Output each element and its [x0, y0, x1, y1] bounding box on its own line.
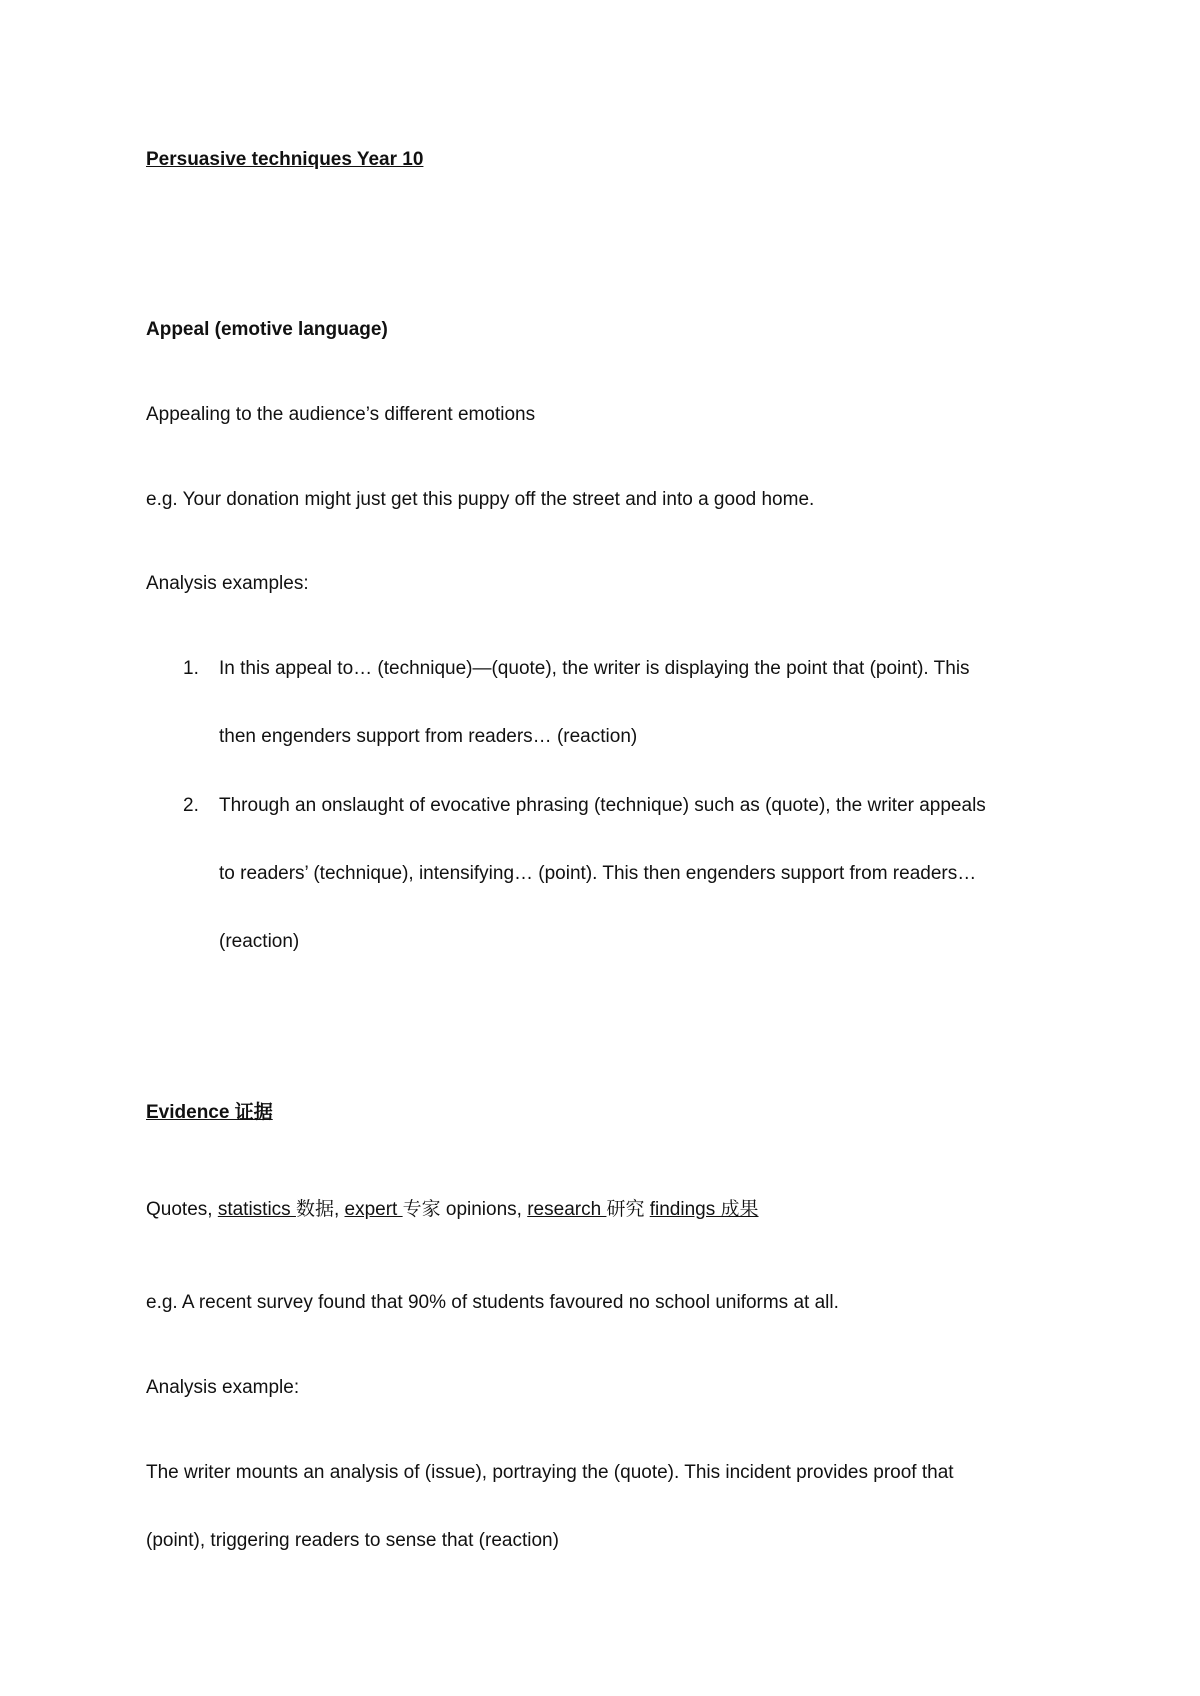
- underlined-term: findings: [649, 1199, 721, 1220]
- evidence-analysis-label: Analysis example:: [146, 1377, 300, 1398]
- definition-text: 研究: [606, 1199, 650, 1220]
- list-item-line: to readers’ (technique), intensifying… (point). This then engenders support from readers…: [219, 863, 977, 884]
- definition-text: 数据,: [295, 1199, 345, 1220]
- section-heading-evidence: Evidence 证据: [146, 1102, 273, 1123]
- definition-text: Quotes,: [146, 1199, 218, 1220]
- appeal-definition: Appealing to the audience’s different emotions: [146, 404, 536, 425]
- underlined-term: statistics: [217, 1199, 296, 1220]
- evidence-analysis-line: (point), triggering readers to sense that (reaction): [146, 1530, 559, 1551]
- section-heading-appeal: Appeal (emotive language): [146, 319, 388, 340]
- list-number: 1.: [183, 658, 199, 679]
- list-number: 2.: [183, 795, 199, 816]
- underlined-term: research: [527, 1199, 607, 1220]
- list-item-line: (reaction): [219, 931, 300, 952]
- underlined-term: 成果: [720, 1199, 759, 1220]
- list-item-line: then engenders support from readers… (reaction): [219, 726, 638, 747]
- list-item-line: Through an onslaught of evocative phrasing (technique) such as (quote), the writer appeals: [219, 795, 986, 816]
- definition-text: 专家 opinions,: [402, 1199, 528, 1220]
- document-title: Persuasive techniques Year 10: [146, 149, 424, 170]
- evidence-definition: [146, 1198, 759, 1222]
- evidence-example: e.g. A recent survey found that 90% of students favoured no school uniforms at all.: [146, 1292, 839, 1313]
- list-item-line: In this appeal to… (technique)—(quote), the writer is displaying the point that (point). This: [219, 658, 970, 679]
- appeal-example: e.g. Your donation might just get this puppy off the street and into a good home.: [146, 489, 815, 510]
- underlined-term: expert: [344, 1199, 403, 1220]
- appeal-analysis-label: Analysis examples:: [146, 573, 309, 594]
- evidence-analysis-line: The writer mounts an analysis of (issue), portraying the (quote). This incident provides proof that: [146, 1462, 954, 1483]
